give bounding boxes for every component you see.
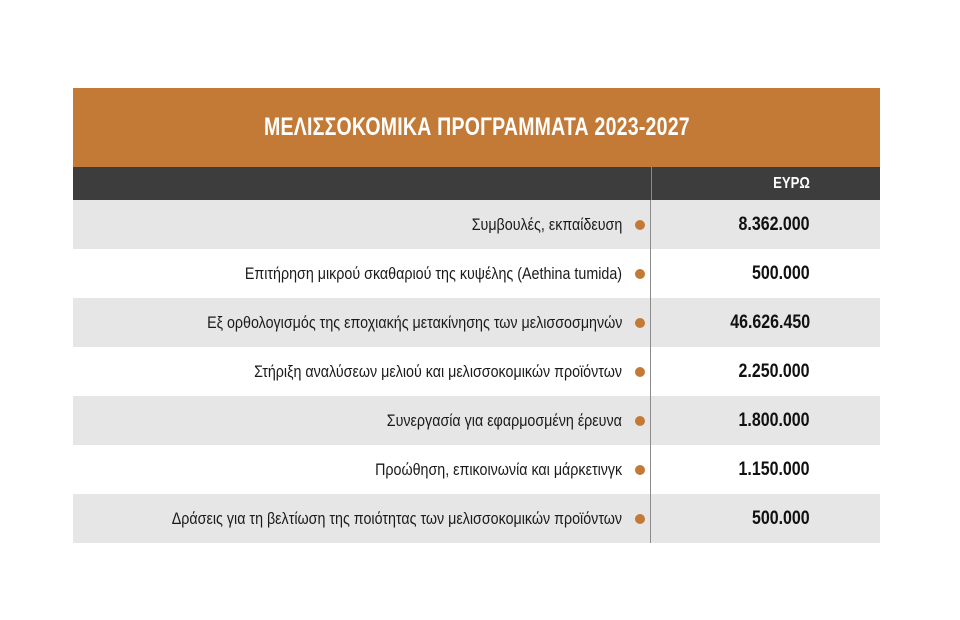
- currency-header: ΕΥΡΩ: [773, 174, 810, 192]
- row-label-cell: [73, 298, 651, 347]
- row-label: Προώθηση, επικοινωνία και μάρκετινγκ: [374, 459, 622, 479]
- bullet-icon: [635, 318, 645, 328]
- row-value-cell: [651, 445, 880, 494]
- row-value: 500.000: [752, 507, 810, 529]
- row-label: Στήριξη αναλύσεων μελιού και μελισσοκομικών προϊόντων: [254, 361, 622, 381]
- bullet-icon: [635, 269, 645, 279]
- row-value: 1.800.000: [738, 409, 810, 431]
- row-label-cell: [73, 396, 651, 445]
- programs-table: [73, 88, 880, 543]
- row-value-cell: [651, 298, 880, 347]
- table-row: [73, 396, 880, 445]
- row-value: 1.150.000: [738, 458, 810, 480]
- table-row: [73, 445, 880, 494]
- row-label: Συνεργασία για εφαρμοσμένη έρευνα: [386, 410, 622, 430]
- bullet-icon: [635, 465, 645, 475]
- row-label: Επιτήρηση μικρού σκαθαριού της κυψέλης (Aethina tumida): [244, 263, 622, 283]
- table-row: [73, 298, 880, 347]
- table-title: ΜΕΛΙΣΣΟΚΟΜΙΚΑ ΠΡΟΓΡΑΜΜΑΤΑ 2023-2027: [263, 113, 690, 141]
- bullet-icon: [635, 416, 645, 426]
- row-value-cell: [651, 494, 880, 543]
- table-title-bar: [73, 88, 880, 167]
- row-label-cell: [73, 249, 651, 298]
- row-value: 46.626.450: [730, 311, 810, 333]
- table-header-row: [73, 167, 880, 200]
- row-label: Συμβουλές, εκπαίδευση: [471, 214, 622, 234]
- row-label-cell: [73, 200, 651, 249]
- table-row: [73, 347, 880, 396]
- row-label-cell: [73, 445, 651, 494]
- header-value-cell: [652, 167, 880, 200]
- row-value: 8.362.000: [738, 213, 810, 235]
- bullet-icon: [635, 220, 645, 230]
- row-label: Εξ ορθολογισμός της εποχιακής μετακίνησης των μελισσοσμηνών: [206, 312, 622, 332]
- table-row: [73, 200, 880, 249]
- bullet-icon: [635, 367, 645, 377]
- row-value: 500.000: [752, 262, 810, 284]
- table-row: [73, 494, 880, 543]
- row-value-cell: [651, 347, 880, 396]
- row-value-cell: [651, 249, 880, 298]
- row-value-cell: [651, 396, 880, 445]
- row-label-cell: [73, 347, 651, 396]
- table-row: [73, 249, 880, 298]
- row-value-cell: [651, 200, 880, 249]
- row-label: Δράσεις για τη βελτίωση της ποιότητας των μελισσοκομικών προϊόντων: [171, 508, 622, 528]
- header-label-cell: [73, 167, 652, 200]
- row-value: 2.250.000: [738, 360, 810, 382]
- row-label-cell: [73, 494, 651, 543]
- bullet-icon: [635, 514, 645, 524]
